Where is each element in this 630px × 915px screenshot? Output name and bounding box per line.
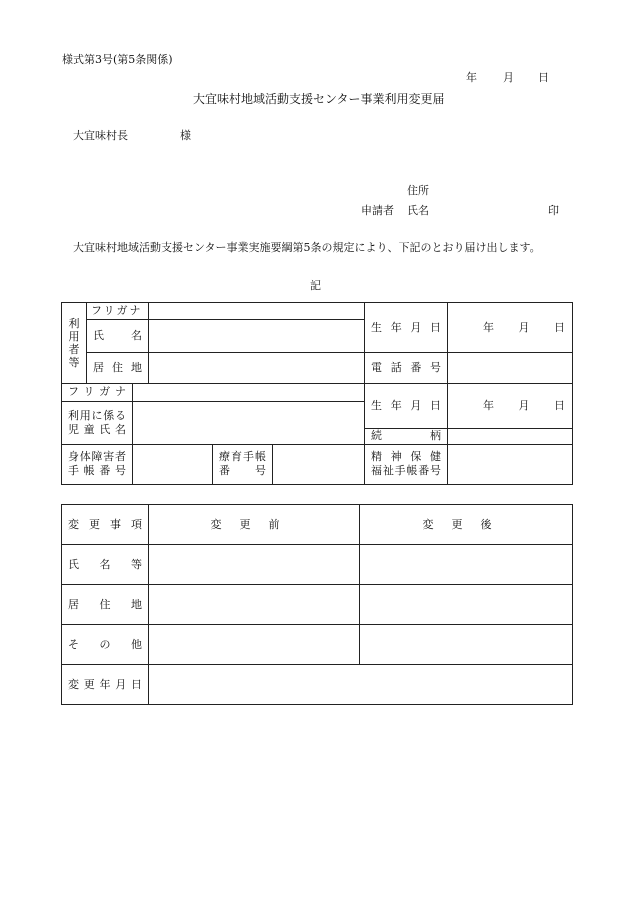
mental-label-line1: 精神保健	[371, 450, 442, 464]
other-before-field[interactable]	[149, 625, 360, 665]
disability-label-line2: 手帳番号	[68, 464, 126, 478]
ryoiku-label-cell	[213, 444, 273, 484]
change-date-label: 変更年月日	[62, 665, 149, 705]
child-birth-year-label: 年	[483, 399, 495, 413]
change-table	[61, 504, 573, 705]
furigana-label: フリガナ	[87, 303, 149, 320]
ki-heading: 記	[310, 279, 321, 292]
relationship-label: 続柄	[365, 428, 448, 444]
document-title: 大宜味村地域活動支援センター事業利用変更届	[193, 92, 445, 106]
child-birthdate-label: 生年月日	[365, 384, 448, 428]
ryoiku-label-line2: 番号	[219, 464, 267, 478]
name-label: 氏名	[87, 320, 149, 353]
birth-day-label: 日	[554, 320, 566, 334]
address-label: 住所	[407, 184, 429, 197]
name-after-field[interactable]	[360, 545, 573, 585]
residence-after-field[interactable]	[360, 585, 573, 625]
addressee: 大宜味村長	[73, 129, 128, 142]
change-item-header: 変更事項	[62, 505, 149, 545]
disability-label-line1: 身体障害者	[68, 450, 126, 464]
child-name-field[interactable]	[133, 401, 365, 444]
child-furigana-label: フリガナ	[62, 384, 133, 401]
child-birth-month-label: 月	[518, 399, 530, 413]
mental-label-cell	[365, 444, 448, 484]
other-after-field[interactable]	[360, 625, 573, 665]
phone-field[interactable]	[448, 353, 573, 384]
user-group-cell	[62, 303, 87, 384]
child-birth-day-label: 日	[554, 399, 566, 413]
row-residence-label: 居住地	[62, 585, 149, 625]
child-name-label-line2: 児童氏名	[68, 422, 126, 436]
disability-field[interactable]	[133, 444, 213, 484]
residence-before-field[interactable]	[149, 585, 360, 625]
birthdate-field[interactable]	[448, 303, 573, 353]
after-header: 変更後	[360, 505, 573, 545]
furigana-field[interactable]	[149, 303, 365, 320]
row-other-label: その他	[62, 625, 149, 665]
seal-mark: 印	[548, 204, 559, 217]
child-birthdate-field[interactable]	[448, 384, 573, 428]
before-header: 変更前	[149, 505, 360, 545]
child-furigana-field[interactable]	[133, 384, 365, 401]
date-year-label: 年	[466, 71, 477, 84]
birth-year-label: 年	[483, 320, 495, 334]
disability-label-cell	[62, 444, 133, 484]
ryoiku-field[interactable]	[273, 444, 365, 484]
date-month-label: 月	[503, 71, 514, 84]
residence-field[interactable]	[149, 353, 365, 384]
name-field[interactable]	[149, 320, 365, 353]
name-before-field[interactable]	[149, 545, 360, 585]
child-name-label-cell	[62, 401, 133, 444]
applicant-name-label: 氏名	[407, 204, 429, 217]
applicant-label: 申請者	[361, 204, 394, 217]
ryoiku-label-line1: 療育手帳	[219, 450, 267, 464]
user-info-table	[61, 302, 573, 485]
mental-label-line2: 福祉手帳番号	[371, 464, 442, 478]
date-day-label: 日	[538, 71, 549, 84]
user-group-label: 利用者等	[68, 317, 80, 370]
row-name-label: 氏名等	[62, 545, 149, 585]
phone-label: 電話番号	[365, 353, 448, 384]
child-name-label-line1: 利用に係る	[68, 408, 126, 422]
honorific: 様	[180, 129, 191, 142]
body-text: 大宜味村地域活動支援センター事業実施要綱第5条の規定により、下記のとおり届け出します。	[73, 241, 541, 254]
birth-month-label: 月	[518, 320, 530, 334]
change-date-field[interactable]	[149, 665, 573, 705]
form-number: 様式第3号(第5条関係)	[62, 53, 173, 66]
birthdate-label: 生年月日	[365, 303, 448, 353]
relationship-field[interactable]	[448, 428, 573, 444]
mental-field[interactable]	[448, 444, 573, 484]
residence-label: 居住地	[87, 353, 149, 384]
